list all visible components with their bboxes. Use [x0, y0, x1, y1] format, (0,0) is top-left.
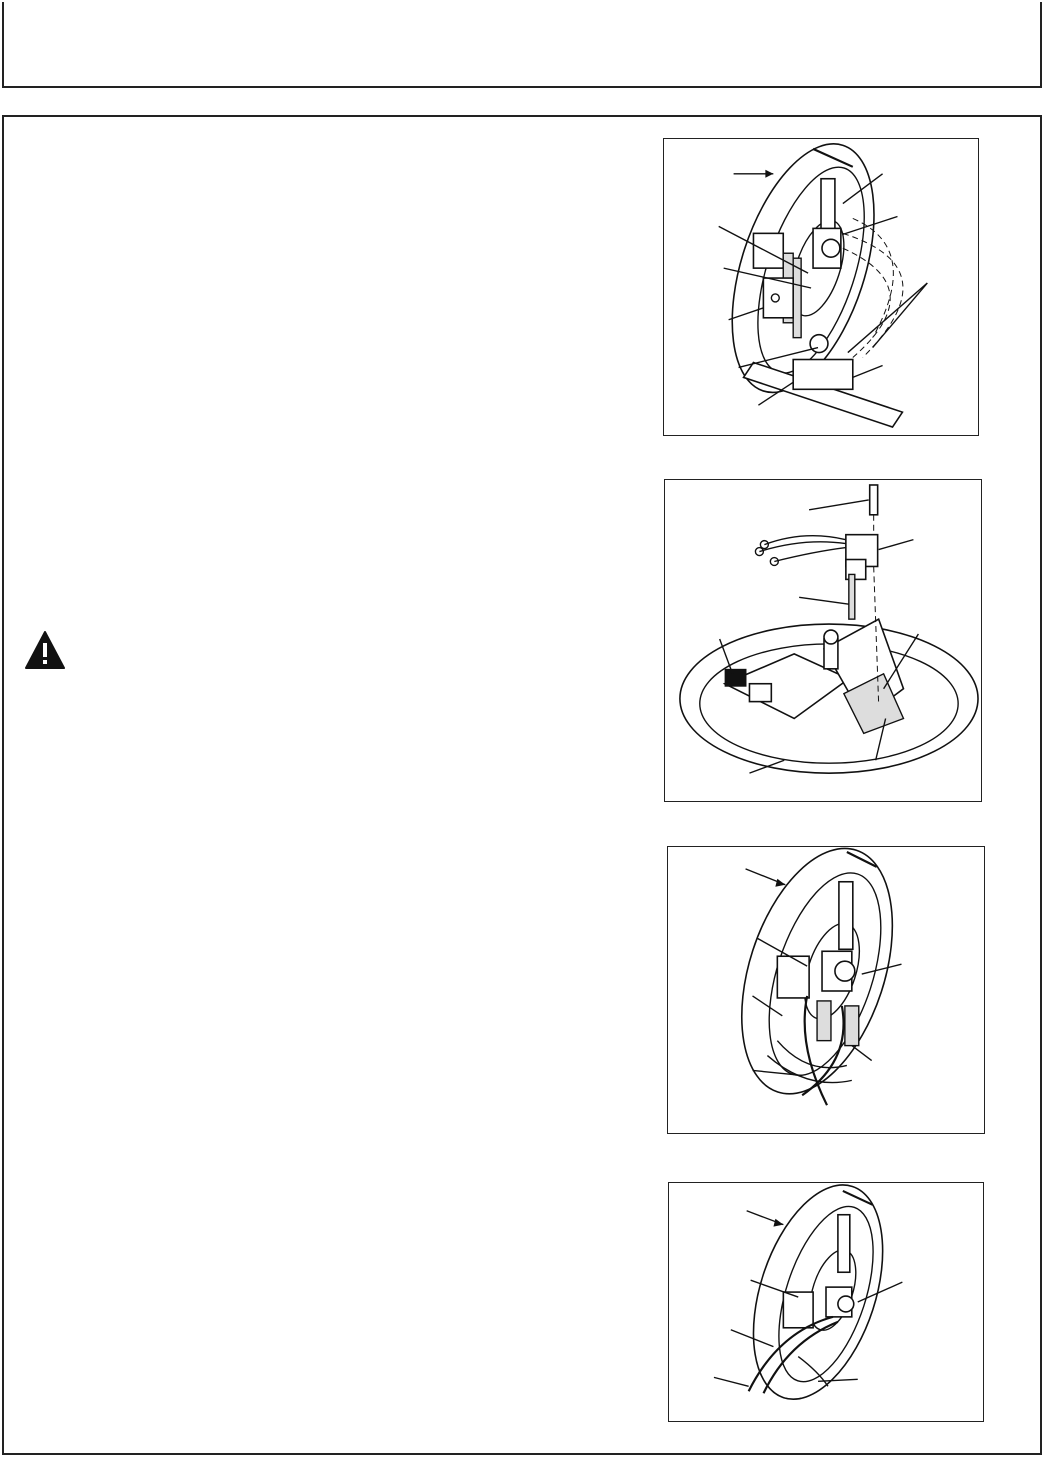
warning-triangle-icon [24, 630, 66, 670]
figure-2-illustration [664, 479, 982, 802]
figure-1-illustration [663, 138, 979, 436]
figure-3-illustration [667, 846, 985, 1134]
page-header [2, 2, 1042, 88]
figure-4-illustration [668, 1182, 984, 1422]
